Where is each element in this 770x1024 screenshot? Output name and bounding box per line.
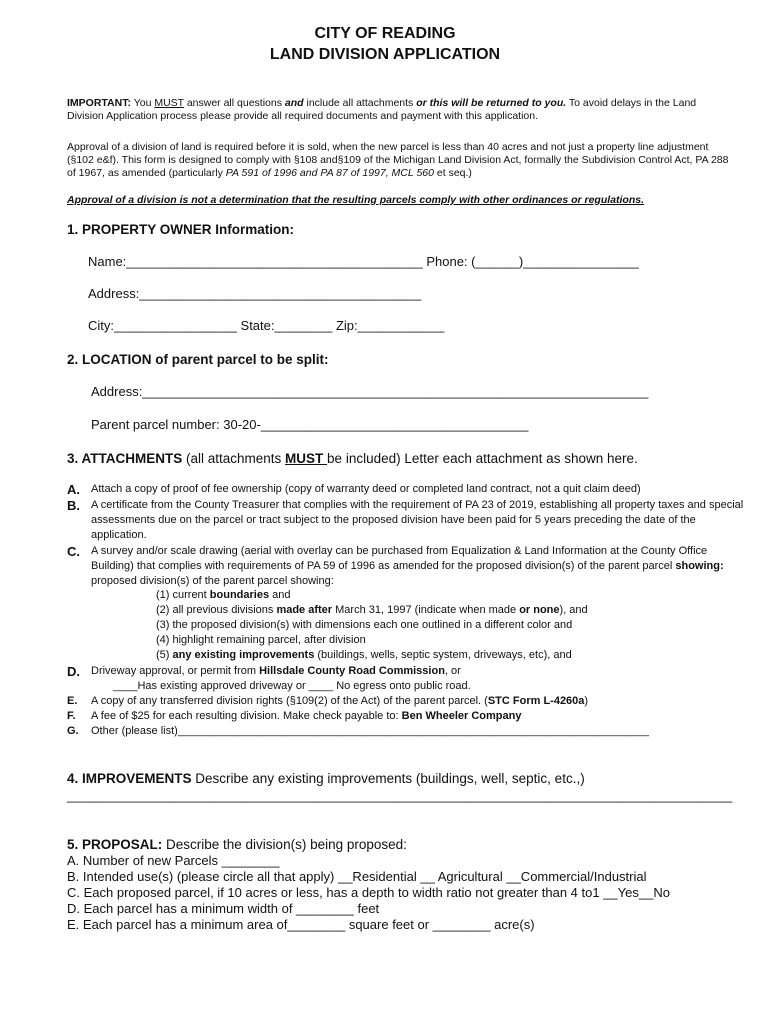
approval-disclaimer: Approval of a division is not a determination that the resulting parcels comply with other ordinances or regulations. [67, 194, 645, 206]
owner-name-phone-field[interactable]: Name:_________________________________________ Phone: (______)________________ [88, 254, 639, 269]
attachment-letter: F. [67, 710, 76, 722]
section3-text: (all attachments [182, 451, 286, 466]
attachment-d-text: Driveway approval, or permit from [91, 665, 260, 677]
and-text: and [284, 97, 304, 109]
section1-title: 1. PROPERTY OWNER Information: [67, 222, 295, 237]
attachment-a [67, 482, 747, 497]
item-text: (buildings, wells, septic system, driveways, etc), and [314, 649, 572, 661]
city-title: CITY OF READING [314, 25, 456, 42]
intro-text: include all attachments [303, 97, 417, 109]
returned-warning: or this will be returned to you. [416, 97, 567, 109]
owner-city-state-zip-field[interactable]: City:_________________ State:________ Zip:____________ [88, 318, 445, 333]
existing-improvements-text: any existing improvements [172, 649, 315, 661]
made-after-text: made after [276, 604, 333, 616]
section5-text: Describe the division(s) being proposed: [162, 837, 407, 852]
attachment-letter: G. [67, 725, 79, 737]
parent-parcel-number-field[interactable]: Parent parcel number: 30-20-_____________________________________ [91, 417, 529, 432]
attachment-c-item-1 [156, 588, 291, 603]
section5-label: 5. PROPOSAL: [67, 837, 163, 852]
attachment-d [67, 664, 747, 679]
payee-text: Ben Wheeler Company [401, 710, 522, 722]
owner-address-field[interactable]: Address:_______________________________________ [88, 286, 422, 301]
road-commission-text: Hillsdale County Road Commission [259, 665, 445, 677]
item-text: (1) current [156, 589, 210, 601]
attachment-text: A fee of $25 for each resulting division. Make check payable to: [91, 710, 402, 722]
stc-form-text: STC Form L-4260a [487, 695, 585, 707]
boundaries-text: boundaries [209, 589, 270, 601]
approval-text: et seq.) [433, 167, 472, 179]
attachment-letter: A. [67, 482, 80, 497]
attachment-c-item-2 [156, 603, 588, 618]
section3-label: 3. ATTACHMENTS [67, 451, 183, 466]
intro-text: To avoid delays in the Land Division Application process please provide all required documents and payment with this application. [67, 97, 697, 122]
section4-title [67, 770, 585, 787]
section3-title [67, 450, 638, 467]
proposal-item-c[interactable]: C. Each proposed parcel, if 10 acres or less, has a depth to width ratio not greater than 4 to1 __Yes__No [67, 885, 670, 900]
important-notice [67, 97, 732, 123]
attachment-text: A copy of any transferred division rights (§109(2) of the Act) of the parent parcel. ( [91, 695, 488, 707]
approval-paragraph [67, 141, 732, 180]
attachment-text: Attach a copy of proof of fee ownership (copy of warranty deed or completed land contract, not a quit claim deed) [91, 483, 641, 495]
or-none-text: or none [519, 604, 560, 616]
attachment-text [91, 544, 747, 589]
must-text: MUST [154, 97, 184, 109]
must-text: MUST [285, 451, 328, 466]
approval-text: Approval of a division of land is required before it is sold, when the new parcel is less than 40 acres and not just a property line adjustment (§102 e&f). This form is designed to comply with §108 and§109 of the Michigan Land Division Act, formally the Subdivision Control Act, PA 288 of 1967, as amended (particularly [67, 141, 729, 179]
attachment-c-text: A survey and/or scale drawing (aerial with overlay can be purchased from Equalization & Land Information at the County Office Building) that complies with requirements of PA 59 of 1996 as amended for the proposed division(s) of the parent parcel [91, 545, 708, 572]
attachment-letter: B. [67, 498, 80, 513]
attachment-letter: C. [67, 544, 80, 559]
section2-title: 2. LOCATION of parent parcel to be split: [67, 352, 329, 367]
intro-text: answer all questions [183, 97, 285, 109]
attachment-f [67, 709, 521, 724]
item-text: March 31, 1997 (indicate when made [332, 604, 520, 616]
approval-statute: PA 591 of 1996 and PA 87 of 1997, MCL 560 [225, 167, 434, 179]
section3-text: be included) Letter each attachment as shown here. [327, 451, 638, 466]
attachment-c [67, 544, 747, 589]
proposal-item-e[interactable]: E. Each parcel has a minimum area of________ square feet or ________ acre(s) [67, 917, 535, 932]
attachment-g[interactable] [67, 724, 649, 739]
attachment-c-text: proposed division(s) of the parent parcel showing: [91, 575, 334, 587]
attachment-text: A certificate from the County Treasurer that complies with the requirement of PA 23 of 2019, establishing all property taxes and special assessments due on the parcel or tract subject to the proposed division have been paid for 5 years preceding the date of the application. [91, 499, 744, 541]
attachment-c-item-3: (3) the proposed division(s) with dimensions each one outlined in a different color and [156, 619, 573, 631]
attachment-letter: D. [67, 664, 80, 679]
proposal-item-b[interactable]: B. Intended use(s) (please circle all that apply) __Residential __ Agricultural __Commercial/Industrial [67, 869, 647, 884]
attachment-b [67, 498, 747, 543]
driveway-options[interactable]: ____Has existing approved driveway or ____ No egress onto public road. [113, 680, 471, 692]
proposal-item-d[interactable]: D. Each parcel has a minimum width of ________ feet [67, 901, 380, 916]
proposal-item-a[interactable]: A. Number of new Parcels ________ [67, 853, 280, 868]
attachment-letter: E. [67, 695, 78, 707]
intro-text: You [130, 97, 155, 109]
section4-label: 4. IMPROVEMENTS [67, 771, 192, 786]
attachment-d-text: , or [444, 665, 461, 677]
parcel-address-field[interactable]: Address:______________________________________________________________________ [91, 384, 649, 399]
item-text: and [269, 589, 291, 601]
attachment-e [67, 694, 588, 709]
item-text: (2) all previous divisions [156, 604, 277, 616]
section4-text: Describe any existing improvements (buildings, well, septic, etc.,) [191, 771, 585, 786]
attachment-text: ) [584, 695, 589, 707]
attachment-c-item-5 [156, 648, 572, 663]
attachment-text [91, 664, 747, 679]
form-title: LAND DIVISION APPLICATION [269, 46, 501, 63]
important-label: IMPORTANT: [67, 97, 131, 109]
improvements-field[interactable]: ____________________________________________________________________________________________ [67, 788, 733, 803]
item-text: ), and [559, 604, 588, 616]
attachment-c-item-4: (4) highlight remaining parcel, after division [156, 634, 366, 646]
attachment-text: Other (please list)_____________________________________________________________________________ [91, 725, 649, 737]
section5-title [67, 836, 407, 853]
showing-text: showing: [675, 560, 724, 572]
item-text: (5) [156, 649, 173, 661]
